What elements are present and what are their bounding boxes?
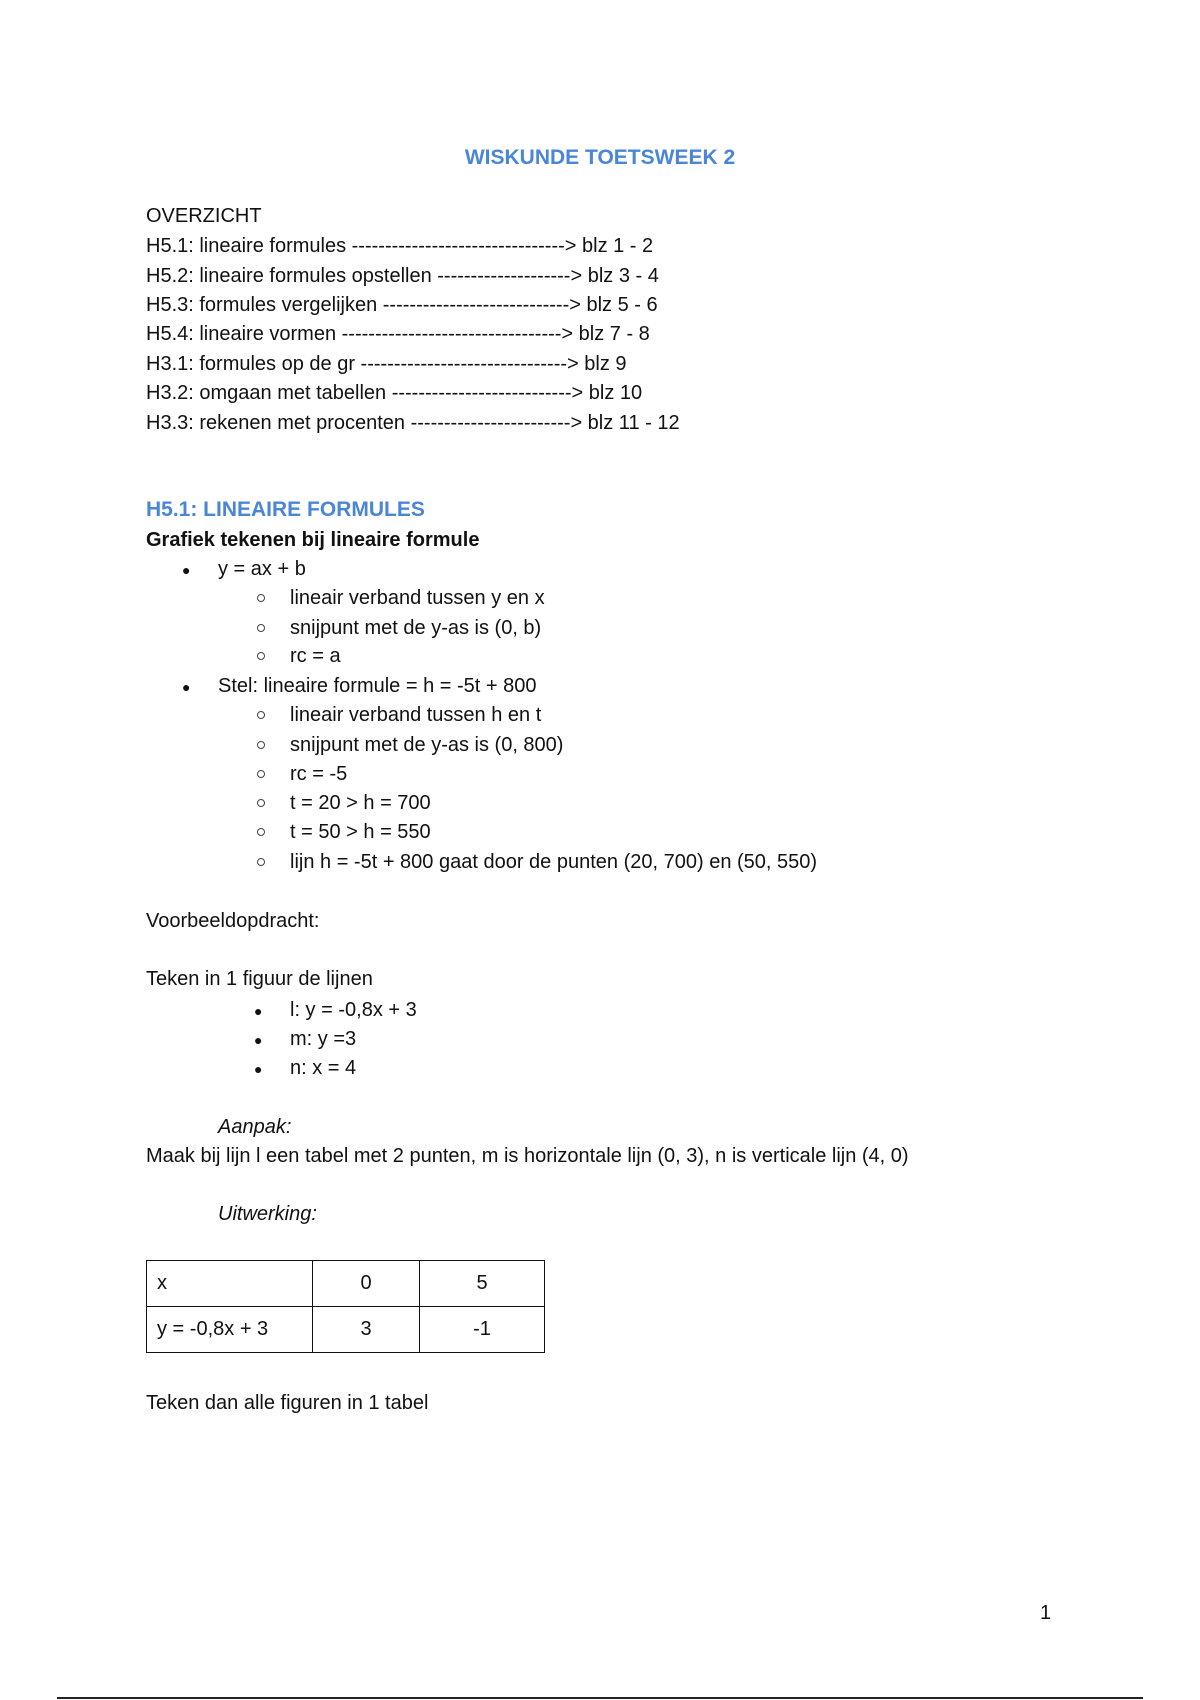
table-cell: -1 [420,1307,545,1353]
example-line: n: x = 4 [290,1057,357,1079]
overview-item: H3.2: omgaan met tabellen ---------------------------> blz 10 [146,382,643,404]
sub-bullet-circle [257,624,265,632]
example-line: m: y =3 [290,1028,357,1050]
bullet-item: y = ax + b [218,558,306,580]
overview-heading: OVERZICHT [146,205,262,227]
table-row [147,1307,545,1353]
approach-label: Aanpak: [218,1116,292,1138]
sub-bullet-item: rc = a [290,645,341,667]
solution-label: Uitwerking: [218,1203,317,1225]
example-label: Voorbeeldopdracht: [146,910,320,932]
bullet-dot: ● [182,562,191,578]
sub-bullet-circle [257,652,265,660]
sub-bullet-circle [257,741,265,749]
table-cell: 5 [420,1261,545,1307]
sub-bullet-item: rc = -5 [290,763,348,785]
overview-item: H5.2: lineaire formules opstellen --------------------> blz 3 - 4 [146,265,659,287]
sub-bullet-item: lijn h = -5t + 800 gaat door de punten (20, 700) en (50, 550) [290,851,818,873]
document-title: WISKUNDE TOETSWEEK 2 [464,146,736,169]
section-heading: H5.1: LINEAIRE FORMULES [146,498,425,521]
overview-item: H3.3: rekenen met procenten ------------------------> blz 11 - 12 [146,412,680,434]
section-subheading: Grafiek tekenen bij lineaire formule [146,529,480,551]
table-row [147,1261,545,1307]
sub-bullet-circle [257,594,265,602]
table-cell: y = -0,8x + 3 [147,1307,313,1353]
overview-item: H5.1: lineaire formules --------------------------------> blz 1 - 2 [146,235,654,257]
approach-text: Maak bij lijn l een tabel met 2 punten, m is horizontale lijn (0, 3), n is verticale lijn (4, 0) [146,1145,909,1167]
sub-bullet-item: lineair verband tussen h en t [290,704,542,726]
page-number: 1 [1040,1602,1052,1624]
bullet-dot: ● [182,679,191,695]
page-bottom-rule [57,1697,1143,1699]
sub-bullet-item: t = 20 > h = 700 [290,792,431,814]
table-cell: x [147,1261,313,1307]
closing-text: Teken dan alle figuren in 1 tabel [146,1392,429,1414]
overview-item: H3.1: formules op de gr -------------------------------> blz 9 [146,353,627,375]
bullet-dot: ● [254,1061,263,1077]
value-table [146,1260,545,1353]
sub-bullet-circle [257,711,265,719]
table-cell: 0 [313,1261,420,1307]
sub-bullet-item: t = 50 > h = 550 [290,821,431,843]
table-cell: 3 [313,1307,420,1353]
sub-bullet-circle [257,828,265,836]
sub-bullet-circle [257,770,265,778]
sub-bullet-circle [257,858,265,866]
sub-bullet-item: snijpunt met de y-as is (0, b) [290,617,542,639]
overview-item: H5.4: lineaire vormen ---------------------------------> blz 7 - 8 [146,323,650,345]
example-line: l: y = -0,8x + 3 [290,999,417,1021]
sub-bullet-item: lineair verband tussen y en x [290,587,545,609]
sub-bullet-circle [257,799,265,807]
example-task: Teken in 1 figuur de lijnen [146,968,373,990]
bullet-dot: ● [254,1032,263,1048]
overview-item: H5.3: formules vergelijken ----------------------------> blz 5 - 6 [146,294,658,316]
bullet-item: Stel: lineaire formule = h = -5t + 800 [218,675,537,697]
sub-bullet-item: snijpunt met de y-as is (0, 800) [290,734,564,756]
bullet-dot: ● [254,1003,263,1019]
